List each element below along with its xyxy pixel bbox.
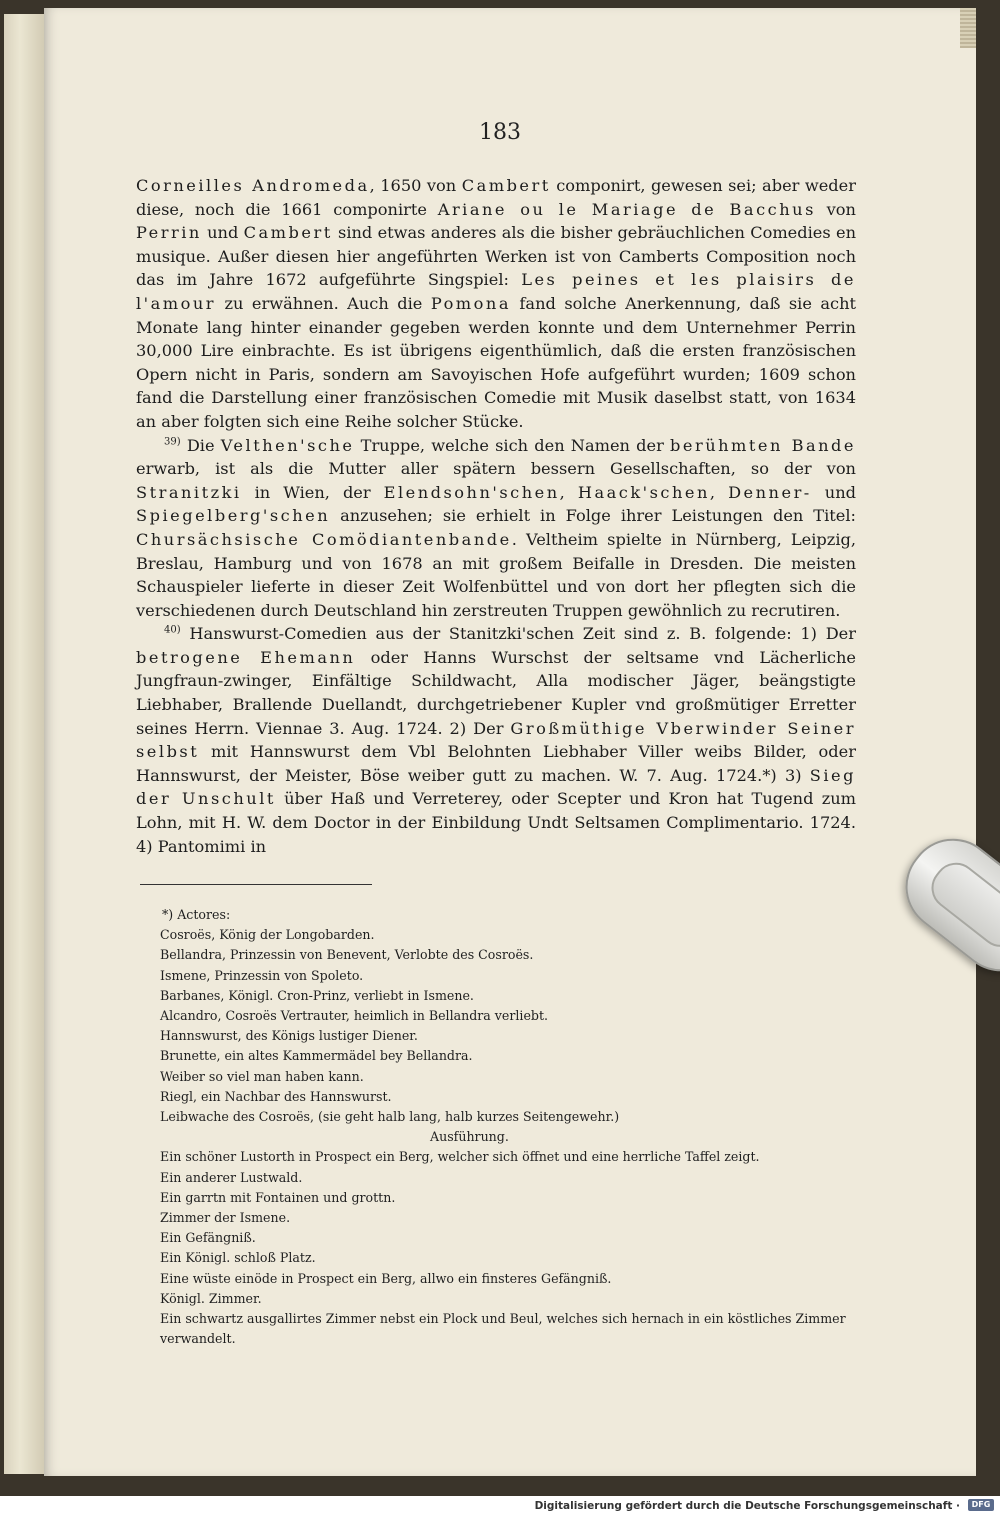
page-number: 183 [479, 120, 521, 145]
spaced-term: Stranitzki [136, 482, 242, 502]
text-run: componirt, gewesen sei; aber weder diese, noch die 1661 componirte [136, 176, 856, 219]
text-run: , [709, 482, 729, 502]
book-binding-edge [4, 14, 46, 1474]
text-run: über Haß und Verreterey, oder Scepter und Kron hat Tugend zum Lohn, mit H. W. dem Doctor in der Einbildung Undt Seltsamen Complimentario. 1724. 4) Pantomimi in [136, 789, 856, 856]
actor-line: Hannswurst, des Königs lustiger Diener. [160, 1028, 418, 1044]
spaced-term: Chursächsische Comödiantenbande [136, 529, 512, 549]
scene-line: Ein schöner Lustorth in Prospect ein Berg, welcher sich öffnet und eine herrliche Taffel zeigt. [160, 1149, 760, 1165]
actor-line: Riegl, ein Nachbar des Hannswurst. [160, 1088, 392, 1104]
text-run: . Veltheim spielte in Nürnberg, Leipzig, Breslau, Hamburg und von 1678 an mit großem Beifalle in Dresden. Die meisten Schauspieler lieferte in dieser Zeit Wolfenbüttel und von dort her pflegten sich die verschiedenen durch Deutschland hin zerstreuten Truppen gewöhnlich zu recrutiren. [136, 529, 857, 620]
spaced-term: Perrin [136, 223, 202, 243]
paragraph-main [136, 174, 856, 434]
actor-line: Alcandro, Cosroës Vertrauter, heimlich in Bellandra verliebt. [160, 1008, 549, 1024]
spaced-term: berühmten Bande [670, 435, 856, 455]
footnote-40 [136, 622, 856, 858]
actor-line: Bellandra, Prinzessin von Benevent, Verlobte des Cosroës. [160, 947, 534, 963]
spaced-term: Spiegelberg'schen [136, 506, 331, 526]
spaced-term: Andromeda [252, 176, 370, 195]
text-run: sind etwas anderes als die bisher gebräuchlichen Comedies en musique. Außer diesen hier angeführten Werken ist von Camberts Composition noch das im Jahre 1672 aufgeführte Singspiel: [136, 223, 856, 290]
text-run: und [201, 223, 244, 243]
text-run: fand solche Anerkennung, daß sie acht Monate lang hinter einander gegeben werden konnte und dem Unternehmer Perrin 30,000 Lire einbrachte. Es ist übrigens eigenthümlich, daß die ersten französischen Opern nicht in Paris, sondern am Savoyischen Hofe aufgeführt wurden; 1609 schon fand die Darstellung einer französischen Comedie mit Musik daselbst statt, von 1634 an aber folgten sich eine Reihe solcher Stücke. [136, 293, 856, 431]
spaced-term: Haack'schen [577, 482, 710, 502]
text-run: und [811, 482, 857, 502]
text-run: , 1650 von [369, 176, 462, 195]
text-run: Truppe, welche sich den Namen der [354, 435, 671, 455]
scene-line: Ein anderer Lustwald. [160, 1169, 303, 1185]
text-run: erwarb, ist als die Mutter aller spätern bessern Gesellschaften, so der von [136, 459, 856, 479]
spaced-term: Denner- [728, 482, 812, 502]
actor-line: Ismene, Prinzessin von Spoleto. [160, 967, 364, 983]
scene-line: Eine wüste einöde in Prospect ein Berg, allwo ein finsteres Gefängniß. [160, 1270, 612, 1286]
credit-text: Digitalisierung gefördert durch die Deutsche Forschungsgemeinschaft · [534, 1500, 960, 1512]
footnote-marker: 39) [164, 436, 181, 448]
actor-list [140, 925, 860, 1127]
scene-line: Ein Gefängniß. [160, 1230, 256, 1246]
spaced-term: Les peines et les plaisirs de l'amour [136, 270, 856, 313]
text-run: zu erwähnen. Auch die [216, 293, 431, 313]
actor-line: Cosroës, König der Longobarden. [160, 927, 375, 943]
footnote-rule [140, 884, 372, 885]
actor-line: Leibwache des Cosroës, (sie geht halb lang, halb kurzes Seitengewehr.) [160, 1109, 620, 1125]
spaced-term: Velthen'sche [220, 435, 355, 455]
spaced-term: Corneilles [136, 176, 253, 195]
text-run: Hanswurst-Comedien aus der Stanitzki'schen Zeit sind z. B. folgende: 1) Der [180, 624, 856, 644]
text-run: von [815, 199, 856, 219]
actor-line: Brunette, ein altes Kammermädel bey Bellandra. [160, 1048, 473, 1064]
text-run: in Wien, der [241, 482, 384, 502]
footnote-section-title: Ausführung. [430, 1129, 509, 1145]
footnote-heading: *) Actores: [162, 907, 231, 922]
footnote-actores [140, 905, 860, 1349]
scene-line: Königl. Zimmer. [160, 1290, 262, 1306]
text-run: Die [180, 435, 221, 455]
scene-list [140, 1147, 860, 1349]
text-run: , [559, 482, 578, 502]
scene-line: Ein schwartz ausgallirtes Zimmer nebst ein Plock und Beul, welches sich hernach in ein köstliches Zimmer verwandelt. [160, 1311, 846, 1347]
spaced-term: Sieg der Unschult [136, 765, 856, 809]
footnote-marker: 40) [164, 624, 181, 636]
dfg-logo-icon: DFG [968, 1499, 994, 1511]
text-run: anzusehen; sie erhielt in Folge ihrer Leistungen den Titel: [330, 506, 856, 526]
spaced-term: Elendsohn'schen [383, 482, 560, 502]
footnote-39 [136, 434, 856, 623]
scene-line: Ein garrtn mit Fontainen und grottn. [160, 1189, 396, 1205]
text-run: oder Hanns Wurschst der seltsame vnd Lächerliche Jungfraun-zwinger, Einfältige Schildwacht, Alla modischer Jäger, beängstigte Liebhaber, Brallende Duellandt, durchgetriebener Kupler vnd großmütiger Erretter seines Herrn. Viennae 3. Aug. 1724. 2) Der [136, 647, 856, 738]
spaced-term: Großmüthige Vberwinder Seiner selbst [136, 718, 856, 762]
spaced-term: Cambert [243, 223, 333, 243]
text-run: mit Hannswurst dem Vbl Belohnten Liebhaber Viller weibs Bilder, oder Hannswurst, der Meister, Böse weiber gutt zu machen. W. 7. Aug. 1724.*) 3) [136, 742, 856, 785]
spaced-term: Pomona [430, 293, 511, 313]
scene-line: Zimmer der Ismene. [160, 1210, 291, 1226]
spaced-term: betrogene Ehemann [136, 647, 356, 667]
main-text-body [136, 174, 856, 858]
spaced-term: Ariane ou le Mariage de Bacchus [437, 199, 816, 219]
page-stack-edge [960, 8, 976, 48]
spaced-term: Cambert [461, 176, 551, 195]
actor-line: Weiber so viel man haben kann. [160, 1068, 364, 1084]
actor-line: Barbanes, Königl. Cron-Prinz, verliebt in Ismene. [160, 987, 474, 1003]
scene-line: Ein Königl. schloß Platz. [160, 1250, 316, 1266]
